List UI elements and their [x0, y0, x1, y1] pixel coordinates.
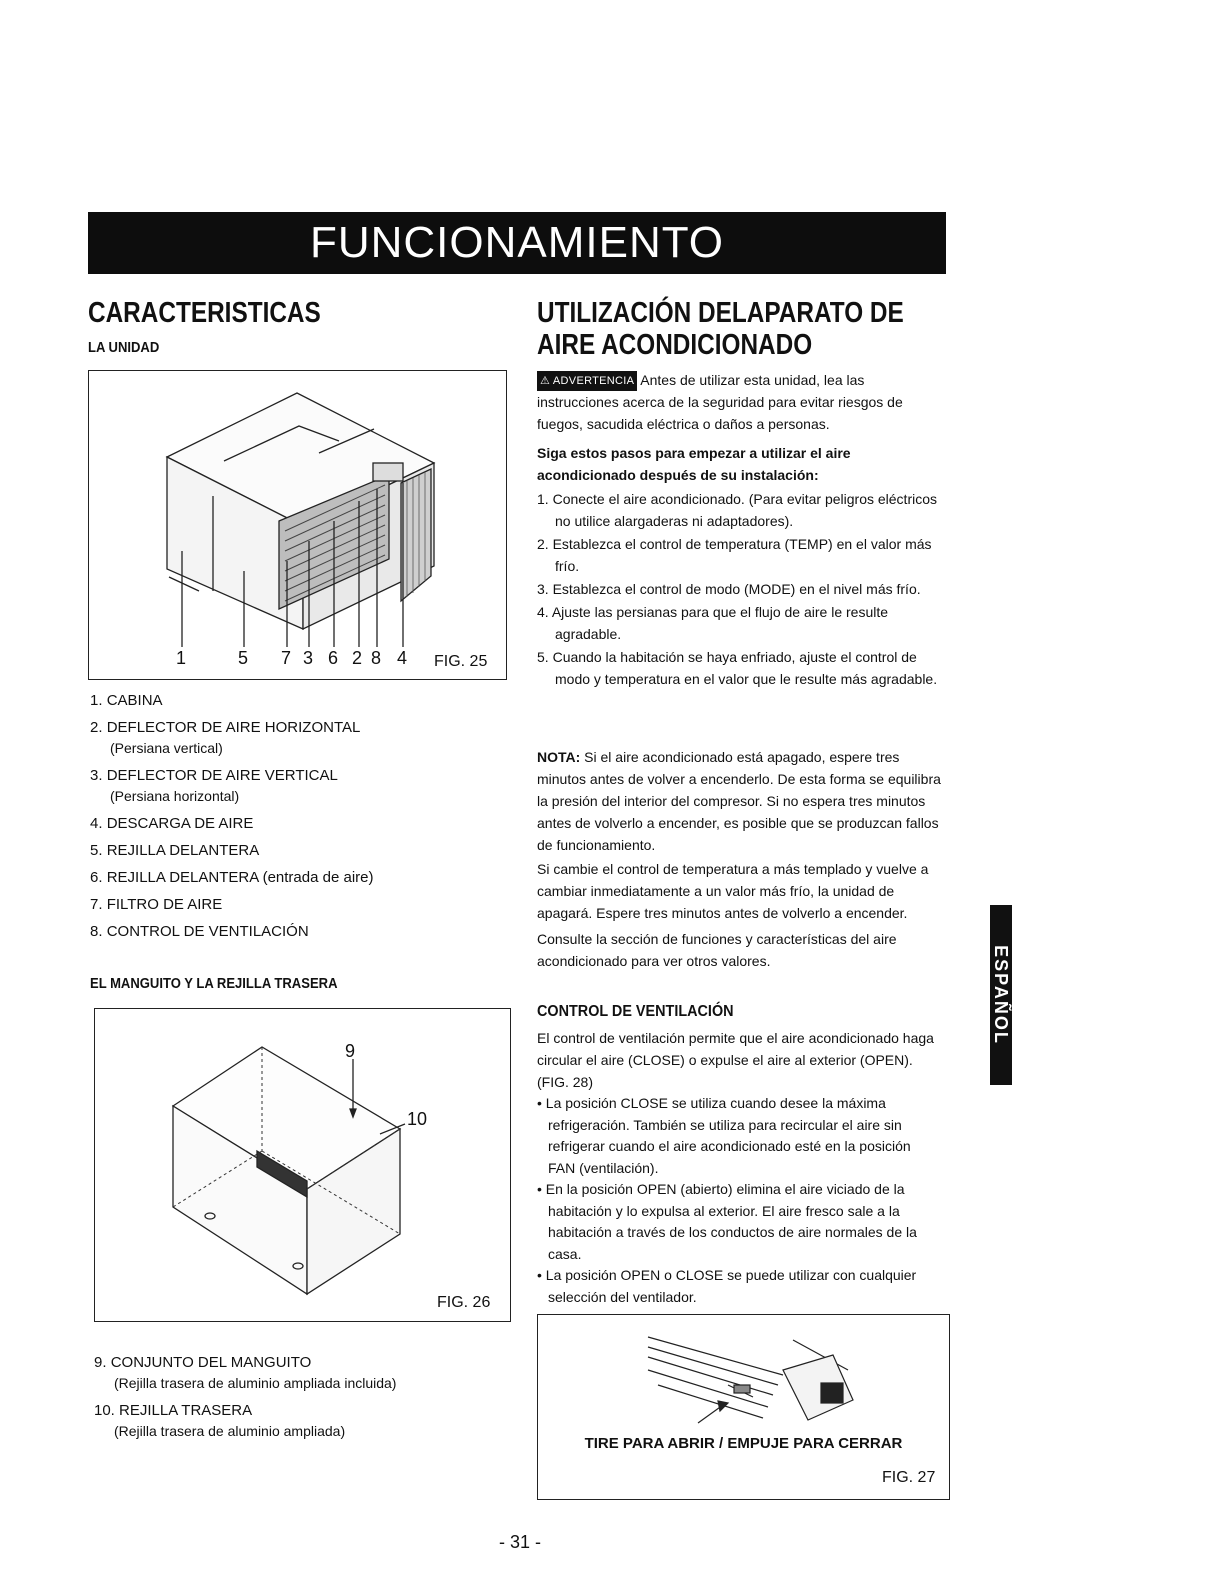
parts-list	[90, 690, 500, 948]
list-item: 5. REJILLA DELANTERA	[90, 842, 260, 859]
list-item: 8. CONTROL DE VENTILACIÓN	[90, 923, 309, 940]
callout-9: 9	[345, 1041, 356, 1061]
figure-26-label: FIG. 26	[437, 1294, 491, 1311]
language-side-tab-label: ESPAÑOL	[991, 945, 1011, 1045]
list-item: 6. REJILLA DELANTERA (entrada de aire)	[90, 869, 374, 886]
figure-27-caption: TIRE PARA ABRIR / EMPUJE PARA CERRAR	[584, 1435, 903, 1452]
callout-10: 10	[407, 1109, 428, 1129]
paragraph: Si cambie el control de temperatura a más templado y vuelve a cambiar inmediatamente a un valor más frío, la unidad de apagará. Espere tres minutos antes de volverlo a encender.	[537, 861, 929, 921]
list-item: 9. CONJUNTO DEL MANGUITO (Rejilla trasera de aluminio ampliada incluida)	[94, 1354, 397, 1391]
list-item: 3. DEFLECTOR DE AIRE VERTICAL (Persiana horizontal)	[90, 767, 338, 804]
steps-list	[537, 488, 947, 691]
list-item: • En la posición OPEN (abierto) elimina el aire viciado de la habitación y lo expulsa al exterior. El aire fresco sale a la habitación a través de los conductos de aire normales de la casa.	[537, 1181, 917, 1262]
figure-25-label: FIG. 25	[434, 653, 488, 670]
list-item: 2. Establezca el control de temperatura (TEMP) en el valor más frío.	[537, 536, 932, 574]
subheading-control-ventilacion: CONTROL DE VENTILACIÓN	[537, 1003, 734, 1020]
language-side-tab	[990, 905, 1012, 1085]
warning-paragraph: ⚠ ADVERTENCIA Antes de utilizar esta unidad, lea las instrucciones acerca de la seguridad para evitar riesgos de fuegos, sacudida eléctrica o daños a personas.	[537, 372, 903, 433]
callout-7: 7	[281, 648, 292, 668]
page-number: - 31 -	[498, 1532, 541, 1552]
callout-2: 2	[352, 648, 363, 668]
callout-8: 8	[371, 648, 382, 668]
section-heading-caracteristicas: CARACTERISTICAS	[88, 297, 321, 329]
callout-1: 1	[176, 648, 187, 668]
list-item: 1. Conecte el aire acondicionado. (Para evitar peligros eléctricos no utilice alargaderas ni adaptadores).	[537, 491, 938, 529]
air-conditioner-illustration	[89, 371, 506, 679]
list-item: 7. FILTRO DE AIRE	[90, 896, 223, 913]
vent-bullets	[537, 1093, 937, 1308]
list-item: 1. CABINA	[90, 692, 163, 709]
figure-25	[88, 370, 507, 680]
figure-27	[537, 1314, 950, 1500]
page-banner: FUNCIONAMIENTO	[88, 212, 946, 274]
vent-intro: El control de ventilación permite que el aire acondicionado haga circular el aire (CLOSE) o expulse el aire al exterior (OPEN). (FIG. 28)	[537, 1030, 934, 1090]
nota-paragraph: NOTA: Si el aire acondicionado está apagado, espere tres minutos antes de volver a encenderlo. De esta forma se equilibra la presión del interior del compresor. Si no espera tres minutos antes de volverlo a encender, es posible que se produzcan fallos de funcionamiento.	[537, 749, 941, 853]
figure-27-label: FIG. 27	[882, 1469, 936, 1486]
list-item: 5. Cuando la habitación se haya enfriado, ajuste el control de modo y temperatura en el valor que le resulte más agradable.	[537, 649, 938, 687]
callout-4: 4	[397, 648, 408, 668]
steps-intro: Siga estos pasos para empezar a utilizar el aire acondicionado después de su instalación:	[537, 445, 851, 483]
section-heading-utilizacion-1: UTILIZACIÓN DELAPARATO DE	[537, 297, 904, 329]
parts-list-2	[94, 1352, 514, 1448]
subheading-la-unidad: LA UNIDAD	[88, 340, 160, 356]
callout-6: 6	[328, 648, 339, 668]
paragraph: Consulte la sección de funciones y características del aire acondicionado para ver otros valores.	[537, 931, 897, 969]
section-heading-utilizacion-2: AIRE ACONDICIONADO	[537, 329, 813, 361]
callout-5: 5	[238, 648, 249, 668]
list-item: 4. Ajuste las persianas para que el flujo de aire le resulte agradable.	[537, 604, 889, 642]
sleeve-illustration	[95, 1009, 510, 1321]
subheading-manguito: EL MANGUITO Y LA REJILLA TRASERA	[90, 976, 338, 992]
callout-3: 3	[303, 648, 314, 668]
list-item: 10. REJILLA TRASERA (Rejilla trasera de aluminio ampliada)	[94, 1402, 346, 1439]
list-item: 3. Establezca el control de modo (MODE) en el nivel más frío.	[537, 581, 921, 597]
vent-lever-illustration	[538, 1315, 949, 1435]
list-item: • La posición CLOSE se utiliza cuando desee la máxima refrigeración. También se utiliza para recircular el aire sin refrigerar cuando el aire acondicionado esté en la posición FAN (ventilación).	[537, 1095, 911, 1176]
list-item: 4. DESCARGA DE AIRE	[90, 815, 254, 832]
list-item: 2. DEFLECTOR DE AIRE HORIZONTAL (Persiana vertical)	[90, 719, 361, 756]
list-item: • La posición OPEN o CLOSE se puede utilizar con cualquier selección del ventilador.	[537, 1267, 917, 1305]
warning-badge: ⚠ ADVERTENCIA	[537, 371, 637, 391]
figure-26	[94, 1008, 511, 1322]
